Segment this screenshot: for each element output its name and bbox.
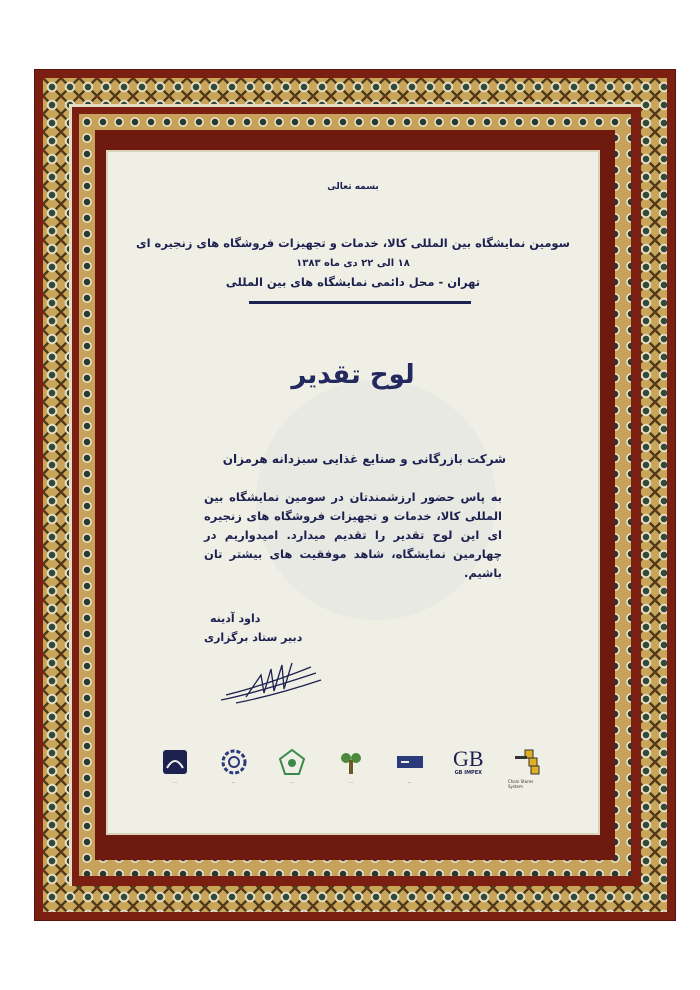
certificate-title: لوح تقدیر — [291, 360, 415, 390]
banner-emblem-icon — [396, 748, 424, 776]
logo-rosette: ... — [215, 748, 253, 792]
signer-name: داود آدینه — [210, 612, 261, 625]
bismillah-heading: بسمه تعالی — [327, 182, 379, 192]
tree-emblem-icon — [337, 748, 365, 776]
signature-icon — [216, 655, 326, 705]
recipient-name: شرکت بازرگانی و صنایع غذایی سبزدانه هرمزان — [222, 452, 506, 466]
logo-organization: ... — [156, 748, 194, 792]
logo-chain-stores: Chain Stores System — [508, 748, 546, 792]
logo-green-tree: ... — [332, 748, 370, 792]
chain-stores-icon — [513, 748, 541, 776]
certificate-paper — [106, 150, 600, 835]
certificate-body: به پاس حضور ارزشمندتان در سومین نمایشگاه بین المللی کالا، خدمات و تجهیزات فروشگاه های زنجیره ای این لوح تقدیر را تقدیم میدارد. امیدواریم در چهارمین نمایشگاه، شاهد موفقیت های بیشتر تان باشیم. — [204, 490, 502, 580]
event-title: سومین نمایشگاه بین المللی کالا، خدمات و تجهیزات فروشگاه های زنجیره ای — [136, 236, 570, 250]
logo-gb-impex: GB GB IMPEX — [453, 746, 484, 776]
organization-emblem-icon — [161, 748, 189, 776]
event-date: ۱۸ الی ۲۲ دی ماه ۱۳۸۳ — [296, 258, 410, 269]
event-place: تهران - محل دائمی نمایشگاه های بین المللی — [225, 275, 481, 289]
logo-green-pentagon: ... — [273, 748, 311, 792]
pentagon-emblem-icon — [278, 748, 306, 776]
rosette-emblem-icon — [220, 748, 248, 776]
gb-logo-text: GB — [453, 746, 484, 771]
logo-blue-banner: ... — [391, 748, 429, 792]
header-divider — [249, 301, 471, 304]
signer-role: دبیر ستاد برگزاری — [204, 631, 303, 644]
sponsor-logos — [156, 745, 546, 795]
